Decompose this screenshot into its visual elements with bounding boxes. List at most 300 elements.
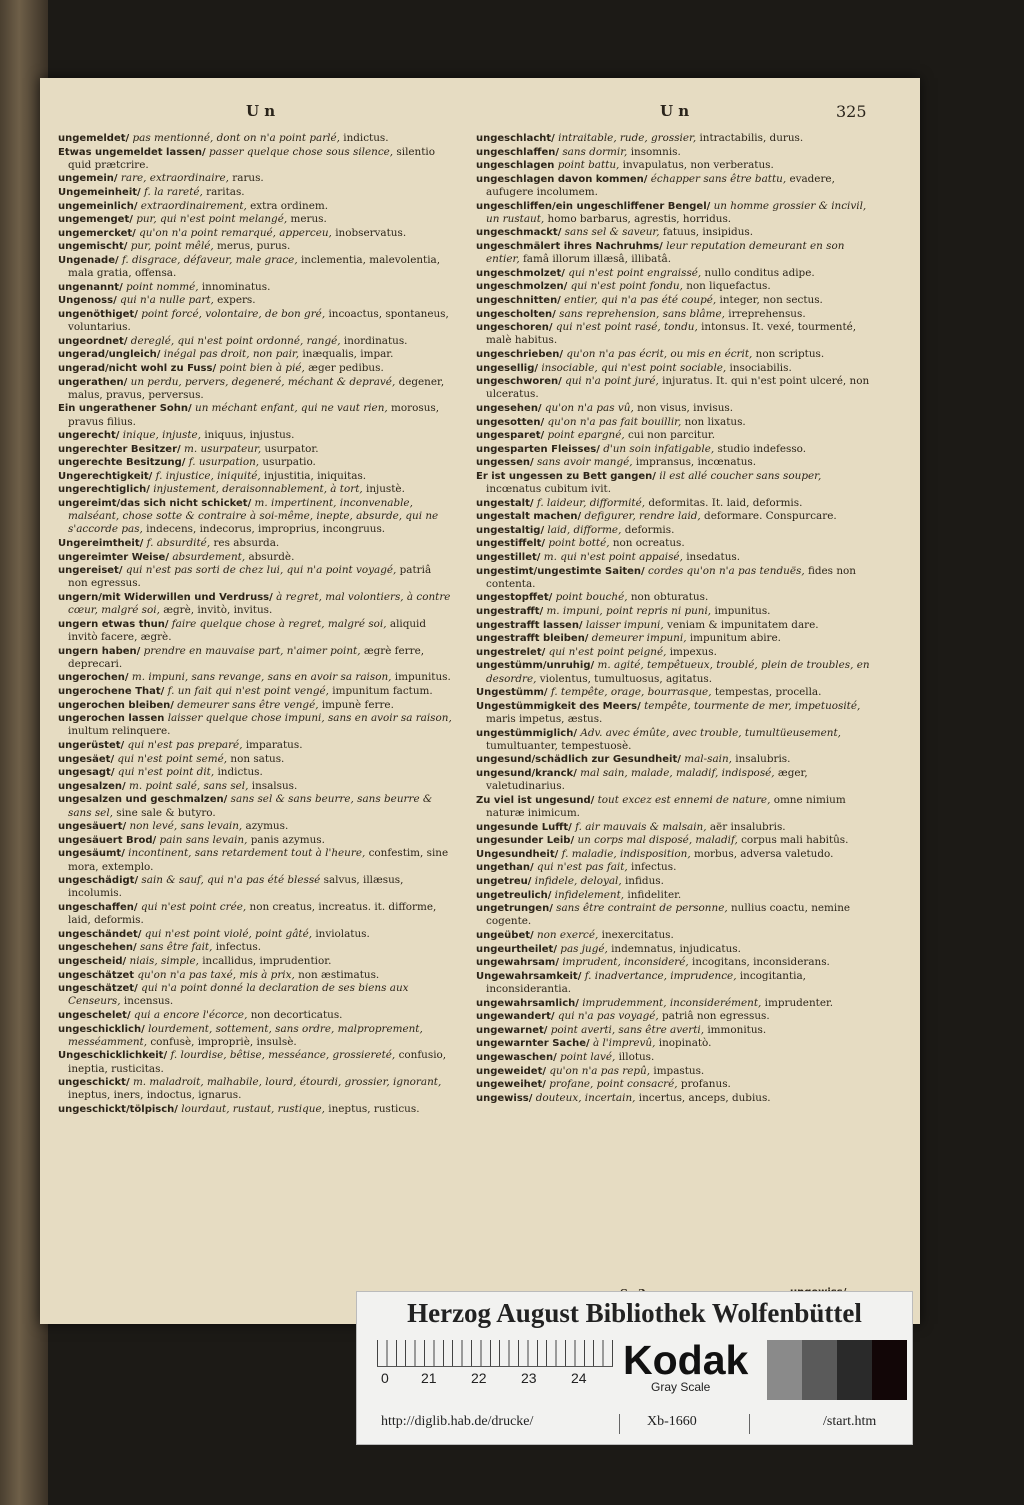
headword: ungenöthiget/ — [58, 308, 138, 320]
french-gloss: passer quelque chose sous silence, — [209, 145, 394, 158]
headword: ungewahrsam/ — [476, 957, 559, 969]
dictionary-entry — [58, 969, 453, 982]
dictionary-entry — [476, 848, 871, 861]
headword: Ungestümm/ — [476, 687, 548, 699]
french-gloss: douteux, incertain, — [535, 1091, 636, 1104]
headword: ungesäuert/ — [58, 821, 127, 833]
headword: Ein ungerathener Sohn/ — [58, 403, 192, 415]
dictionary-entry — [476, 753, 871, 766]
french-gloss: infidelement, — [554, 888, 625, 901]
dictionary-entry — [58, 200, 453, 213]
french-gloss: sans sel & sans beurre, sans beurre & sans sel, — [68, 793, 433, 819]
headword: ungestalt/ — [476, 497, 534, 509]
french-gloss: qui n'est point dit, — [117, 766, 215, 779]
latin-gloss: ineptus, iners, indoctus, ignarus. — [68, 1089, 242, 1102]
headword: ungeschickt/tölpisch/ — [58, 1103, 178, 1115]
latin-gloss: infectus. — [215, 941, 262, 954]
latin-gloss: maris impetus, æstus. — [486, 713, 603, 726]
dictionary-entry — [58, 470, 453, 483]
latin-gloss: impastus. — [653, 1064, 705, 1077]
dictionary-entry — [476, 537, 871, 550]
french-gloss: niais, simple, — [129, 954, 199, 967]
french-gloss: Adv. avec émûte, avec trouble, tumultüeusement, — [580, 726, 841, 739]
dictionary-entry — [58, 1076, 453, 1102]
latin-gloss: infideliter. — [627, 888, 682, 901]
dictionary-entry — [476, 929, 871, 942]
latin-gloss: impunitum factum. — [332, 685, 433, 698]
latin-gloss: non visus, invisus. — [637, 401, 734, 414]
dictionary-entry — [58, 793, 453, 819]
dictionary-entry — [476, 875, 871, 888]
headword: ungeübet/ — [476, 929, 534, 941]
dictionary-entry — [58, 685, 453, 698]
dictionary-entry — [476, 956, 871, 969]
latin-gloss: non æstimatus. — [298, 968, 380, 981]
ruler-number: 22 — [471, 1370, 487, 1386]
library-title: Herzog August Bibliothek Wolfenbüttel — [407, 1298, 862, 1328]
latin-gloss: absurdè. — [248, 550, 295, 563]
latin-gloss: insalubris. — [735, 753, 791, 766]
french-gloss: échapper sans être battu, — [650, 172, 787, 185]
french-gloss: qu'on n'a pas repû, — [549, 1064, 651, 1077]
headword: ungestopffet/ — [476, 592, 553, 604]
headword: ungesehen/ — [476, 402, 542, 414]
french-gloss: pas mentionné, dont on n'a point parlé, — [132, 132, 340, 144]
french-gloss: f. maladie, indisposition, — [561, 847, 691, 860]
dictionary-entry — [58, 227, 453, 240]
french-gloss: d'un soin infatigable, — [603, 442, 715, 455]
latin-gloss: panis azymus. — [250, 833, 325, 846]
latin-gloss: imparatus. — [245, 739, 303, 752]
left-running-head: U n — [246, 102, 276, 120]
headword: ungerüstet/ — [58, 740, 125, 752]
dictionary-entry — [476, 943, 871, 956]
latin-gloss: tumultuanter, tempestuosè. — [486, 739, 632, 752]
headword: ungestümm/unruhig/ — [476, 660, 595, 672]
headword: ungestaltig/ — [476, 524, 545, 536]
french-gloss: qui n'a nulle part, — [120, 294, 214, 307]
headword: Ungewahrsamkeit/ — [476, 970, 582, 982]
latin-gloss: non lixatus. — [684, 415, 746, 428]
headword: ungerechtiglich/ — [58, 484, 150, 496]
headword: ungeschworen/ — [476, 376, 562, 388]
dictionary-entry — [476, 1024, 871, 1037]
headword: ungerad/nicht wohl zu Fuss/ — [58, 362, 217, 374]
gray-patch — [802, 1340, 837, 1400]
french-gloss: m. qui n'est point appaisé, — [543, 551, 683, 564]
headword: Ungemeinheit/ — [58, 186, 141, 198]
latin-gloss: illotus. — [618, 1050, 655, 1063]
headword: ungerochen bleiben/ — [58, 699, 174, 711]
french-gloss: tempête, tourmente de mer, impetuosité, — [644, 699, 861, 712]
latin-gloss: intonsus. It. vexé, tourmenté, malè habitus. — [486, 321, 857, 347]
french-gloss: demeurer sans être vengé, — [177, 698, 319, 711]
latin-gloss: fides non contenta. — [486, 564, 856, 590]
latin-gloss: insomnis. — [630, 145, 681, 158]
latin-gloss: merus, purus. — [217, 240, 291, 253]
latin-gloss: omne nimium naturæ inimicum. — [486, 793, 846, 819]
french-gloss: absurdement, — [172, 550, 246, 563]
dictionary-entry — [58, 1103, 453, 1116]
french-gloss: f. la rareté, — [144, 185, 203, 198]
dictionary-entry — [58, 132, 453, 145]
latin-gloss: integer, non sectus. — [719, 293, 823, 306]
french-gloss: f. absurdité, — [146, 537, 211, 550]
headword: ungeschändet/ — [58, 928, 142, 940]
french-gloss: qui n'est point rasé, tondu, — [555, 321, 698, 334]
headword: ungern haben/ — [58, 645, 141, 657]
french-gloss: m. agité, tempêtueux, troublé, plein de troubles, en desordre, — [486, 659, 870, 685]
dictionary-entry — [476, 646, 871, 659]
french-gloss: m. impuni, point repris ni puni, — [546, 605, 712, 618]
dictionary-entry — [58, 443, 453, 456]
french-gloss: qui n'a point donné la declaration de ses biens aux Censeurs, — [68, 982, 409, 1008]
dictionary-entry — [58, 213, 453, 226]
french-gloss: sans dormir, — [562, 145, 628, 158]
french-gloss: lourdaut, rustaut, rustique, — [181, 1102, 325, 1115]
latin-gloss: inultum relinquere. — [68, 725, 171, 738]
dictionary-entry — [476, 659, 871, 685]
french-gloss: intraitable, rude, grossier, — [558, 132, 697, 144]
french-gloss: lourdement, sottement, sans ordre, malproprement, messéamment, — [68, 1022, 423, 1048]
headword: ungewandert/ — [476, 1011, 555, 1023]
headword: ungewaschen/ — [476, 1051, 557, 1063]
french-gloss: point nommé, — [126, 280, 199, 293]
latin-gloss: merus. — [290, 213, 327, 226]
headword: ungemeldet/ — [58, 133, 130, 144]
latin-gloss: injustè. — [366, 483, 405, 496]
headword: ungeordnet/ — [58, 335, 128, 347]
french-gloss: il est allé coucher sans souper, — [659, 469, 822, 482]
latin-gloss: expers. — [217, 294, 256, 307]
latin-gloss: inopinatò. — [658, 1037, 712, 1050]
latin-gloss: confusio, ineptia, rusticitas. — [68, 1049, 447, 1075]
french-gloss: faire quelque chose à regret, malgré soi, — [171, 617, 387, 630]
dictionary-entry — [476, 727, 871, 753]
dictionary-entry — [58, 172, 453, 185]
latin-gloss: insedatus. — [686, 551, 741, 564]
latin-gloss: studio indefesso. — [717, 442, 807, 455]
headword: ungeschliffen/ein ungeschliffener Bengel/ — [476, 200, 711, 212]
dictionary-entry — [58, 551, 453, 564]
ruler-number: 23 — [521, 1370, 537, 1386]
french-gloss: qui n'est point peigné, — [548, 645, 667, 658]
dictionary-entry — [476, 375, 871, 401]
dictionary-entry — [476, 416, 871, 429]
latin-gloss: inexercitatus. — [601, 928, 674, 941]
latin-gloss: impunè ferre. — [321, 698, 394, 711]
latin-gloss: usurpator. — [264, 442, 319, 455]
headword: Ungesundheit/ — [476, 848, 559, 860]
headword: ungeschicklich/ — [58, 1023, 145, 1035]
gray-patch — [767, 1340, 802, 1400]
french-gloss: qui n'est pas preparé, — [127, 739, 243, 752]
french-gloss: qui n'est point engraissé, — [568, 266, 702, 279]
dictionary-entry — [476, 902, 871, 928]
latin-gloss: famâ illorum illæsâ, illibatâ. — [522, 253, 672, 266]
headword: ungesunder Leib/ — [476, 835, 575, 847]
headword: ungern etwas thun/ — [58, 618, 169, 630]
latin-gloss: injustitia, iniquitas. — [264, 469, 367, 482]
french-gloss: m. impuni, sans revange, sans en avoir sa raison, — [131, 671, 392, 684]
headword: ungesäuert Brod/ — [58, 834, 157, 846]
dictionary-entry — [476, 173, 871, 199]
ruler-number: 21 — [421, 1370, 437, 1386]
latin-gloss: non satus. — [230, 752, 285, 765]
headword: ungewahrsamlich/ — [476, 997, 579, 1009]
latin-gloss: extra ordinem. — [250, 199, 328, 212]
french-gloss: inique, injuste, — [122, 429, 202, 442]
latin-gloss: incallidus, imprudentior. — [202, 954, 332, 967]
headword: ungestillet/ — [476, 552, 541, 564]
latin-gloss: incoactus, spontaneus, voluntarius. — [68, 307, 449, 334]
dictionary-entry — [58, 186, 453, 199]
dictionary-entry — [476, 551, 871, 564]
right-column — [476, 132, 871, 1105]
dictionary-entry — [476, 794, 871, 820]
french-gloss: qui n'a pas voyagé, — [557, 1010, 659, 1023]
french-gloss: imprudemment, inconsiderément, — [582, 996, 762, 1009]
french-gloss: qui n'est point fondu, — [570, 280, 683, 293]
headword: ungereimt/das sich nicht schicket/ — [58, 498, 252, 510]
dictionary-entry — [58, 955, 453, 968]
french-gloss: qui n'est point violé, point gâté, — [144, 927, 313, 940]
headword: ungerechter Besitzer/ — [58, 443, 181, 455]
french-gloss: qu'on n'a pas taxé, mis à prix, — [137, 968, 295, 981]
headword: ungeschmolzen/ — [476, 281, 568, 293]
headword: ungerathen/ — [58, 376, 128, 388]
latin-gloss: iniquus, injustus. — [204, 429, 295, 442]
headword: Zu viel ist ungesund/ — [476, 794, 595, 806]
dictionary-entry — [476, 970, 871, 996]
dictionary-entry — [476, 308, 871, 321]
french-gloss: pas jugé, — [560, 942, 608, 955]
headword: ungesotten/ — [476, 416, 545, 428]
headword: ungeschaffen/ — [58, 901, 138, 913]
headword: ungesunde Lufft/ — [476, 821, 572, 833]
french-gloss: point averti, sans être averti, — [550, 1023, 705, 1036]
latin-gloss: deformare. Conspurcare. — [704, 510, 837, 523]
latin-gloss: æger, valetudinarius. — [486, 767, 808, 793]
headword: Etwas ungemeldet lassen/ — [58, 146, 206, 158]
gray-scale-patches — [767, 1340, 907, 1400]
url-row — [357, 1414, 912, 1438]
french-gloss: sans sel & saveur, — [564, 226, 660, 239]
latin-gloss: infidus. — [624, 874, 664, 887]
headword: ungetreu/ — [476, 875, 532, 887]
latin-gloss: immonitus. — [707, 1023, 767, 1036]
french-gloss: sans reprehension, sans blâme, — [559, 307, 725, 320]
french-gloss: non exercé, — [536, 928, 599, 941]
dictionary-entry — [58, 376, 453, 402]
latin-gloss: imprudenter. — [764, 996, 834, 1009]
latin-gloss: impransus, incœnatus. — [635, 456, 757, 469]
french-gloss: f. un fait qui n'est point vengé, — [167, 685, 329, 698]
dictionary-entry — [58, 348, 453, 361]
dictionary-entry — [476, 146, 871, 159]
headword: ungestiffelt/ — [476, 538, 546, 550]
library-banner — [356, 1291, 913, 1445]
latin-gloss: evadere, aufugere incolumem. — [486, 172, 835, 198]
french-gloss: qui n'a point juré, — [565, 375, 659, 388]
dictionary-entry — [58, 982, 453, 1008]
latin-gloss: ægrè, invitò, invitus. — [163, 604, 273, 617]
headword: ungewarnet/ — [476, 1024, 548, 1036]
headword: ungewiss/ — [476, 1092, 533, 1104]
dictionary-entry — [58, 645, 453, 671]
gray-patch — [837, 1340, 872, 1400]
dictionary-entry — [476, 619, 871, 632]
dictionary-entry — [58, 874, 453, 900]
french-gloss: point bien à pié, — [219, 361, 305, 374]
headword: ungethan/ — [476, 862, 534, 874]
dictionary-entry — [476, 632, 871, 645]
latin-gloss: deformitas. It. laid, deformis. — [648, 496, 803, 509]
headword: ungemischt/ — [58, 241, 128, 253]
dictionary-entry — [476, 889, 871, 902]
latin-gloss: fatuus, insipidus. — [662, 226, 754, 239]
latin-gloss: indecens, indecorus, improprius, incongruus. — [146, 523, 386, 536]
dictionary-entry — [476, 402, 871, 415]
headword: ungeschrieben/ — [476, 348, 564, 360]
french-gloss: qu'on n'a pas vû, — [544, 401, 634, 414]
headword: Ungestümmigkeit des Meers/ — [476, 700, 641, 712]
dictionary-entry — [58, 671, 453, 684]
headword: ungestimt/ungestimte Saiten/ — [476, 565, 645, 577]
latin-gloss: incertus, anceps, dubius. — [638, 1091, 771, 1104]
french-gloss: qui n'est point crée, — [140, 900, 247, 913]
headword: ungestalt machen/ — [476, 511, 582, 523]
headword: ungeschlaffen/ — [476, 146, 560, 158]
dictionary-entry — [476, 605, 871, 618]
french-gloss: inégal pas droit, non pair, — [163, 348, 300, 361]
french-gloss: qu'on n'a point remarqué, apperceu, — [139, 226, 332, 239]
dictionary-entry — [476, 132, 871, 145]
latin-gloss: non scriptus. — [755, 347, 825, 360]
dictionary-entry — [476, 240, 871, 266]
latin-gloss: insalsus. — [251, 779, 298, 792]
french-gloss: sans être fait, — [139, 941, 213, 954]
latin-gloss: intractabilis, durus. — [699, 132, 804, 144]
latin-gloss: nullo conditus adipe. — [704, 266, 815, 279]
headword: ungerochen lassen — [58, 713, 165, 725]
french-gloss: leur reputation demeurant en son entier, — [486, 239, 845, 266]
dictionary-entry — [476, 510, 871, 523]
latin-gloss: non liquefactus. — [686, 280, 771, 293]
headword: ungerecht/ — [58, 430, 120, 442]
dictionary-entry — [58, 362, 453, 375]
latin-gloss: aër insalubris. — [709, 820, 786, 833]
latin-gloss: non creatus, increatus. it. difforme, laid, deformis. — [68, 900, 437, 927]
latin-gloss: patriâ non egressus. — [68, 564, 432, 590]
headword: ungesagt/ — [58, 767, 115, 779]
dictionary-entry — [476, 834, 871, 847]
headword: ungeschmolzet/ — [476, 267, 565, 279]
left-column — [58, 132, 453, 1117]
headword: ungesellig/ — [476, 362, 539, 374]
dictionary-entry — [58, 456, 453, 469]
french-gloss: profane, point consacré, — [549, 1078, 678, 1091]
dictionary-entry — [58, 780, 453, 793]
headword: ungereimter Weise/ — [58, 551, 169, 563]
dictionary-entry — [58, 294, 453, 307]
headword: ungerochen/ — [58, 672, 129, 684]
headword: ungerad/ungleich/ — [58, 349, 161, 361]
headword: ungemein/ — [58, 173, 118, 185]
latin-gloss: inordinatus. — [343, 334, 408, 347]
headword: ungestrafft bleiben/ — [476, 633, 589, 645]
headword: ungetreulich/ — [476, 889, 552, 901]
headword: ungesund/kranck/ — [476, 768, 577, 779]
dictionary-entry — [476, 470, 871, 496]
french-gloss: imprudent, inconsideré, — [562, 956, 689, 969]
latin-gloss: non decorticatus. — [250, 1008, 343, 1021]
french-gloss: à regret, mal volontiers, à contre cœur, malgré soi, — [68, 591, 451, 617]
dictionary-entry — [58, 497, 453, 537]
dictionary-entry — [476, 524, 871, 537]
headword: ungeschelet/ — [58, 1009, 131, 1021]
french-gloss: un corps mal disposé, maladif, — [577, 834, 738, 847]
headword: ungern/mit Widerwillen und Verdruss/ — [58, 592, 273, 604]
headword: ungeweidet/ — [476, 1065, 546, 1077]
dictionary-entry — [476, 267, 871, 280]
headword: Ungerechtigkeit/ — [58, 470, 153, 482]
latin-gloss: confusè, impropriè, insulsè. — [150, 1035, 297, 1048]
latin-gloss: raritas. — [206, 185, 245, 198]
french-gloss: prendre en mauvaise part, n'aimer point, — [143, 644, 361, 657]
dictionary-entry — [476, 200, 871, 226]
dictionary-entry — [476, 1065, 871, 1078]
headword: ungeschädigt/ — [58, 875, 139, 887]
latin-gloss: inobservatus. — [335, 226, 407, 239]
french-gloss: rare, extraordinaire, — [120, 172, 229, 185]
french-gloss: m. point salé, sans sel, — [129, 779, 249, 792]
gray-scale-label: Gray Scale — [651, 1380, 711, 1394]
latin-gloss: indictus. — [343, 132, 389, 144]
latin-gloss: tempestas, procella. — [714, 686, 822, 699]
french-gloss: defigurer, rendre laid, — [584, 510, 701, 523]
french-gloss: insociable, qui n'est point sociable, — [541, 361, 727, 374]
latin-gloss: nullius coactu, nemine cogente. — [486, 902, 851, 928]
ruler-number: 0 — [381, 1370, 389, 1386]
latin-gloss: injuratus. It. qui n'est point ulceré, non ulceratus. — [486, 375, 870, 401]
dictionary-entry — [476, 443, 871, 456]
latin-gloss: profanus. — [680, 1078, 731, 1091]
french-gloss: sans avoir mangé, — [536, 456, 633, 469]
latin-gloss: salvus, illæsus, incolumis. — [68, 874, 404, 900]
headword: ungemeinlich/ — [58, 200, 138, 212]
dictionary-entry — [58, 901, 453, 927]
headword: ungeurtheilet/ — [476, 943, 557, 955]
latin-gloss: impunitus. — [714, 605, 771, 618]
french-gloss: sain & sauf, qui n'a pas été blessé — [141, 874, 321, 887]
latin-gloss: ineptus, rusticus. — [328, 1102, 420, 1115]
headword: ungeschehen/ — [58, 942, 137, 954]
dictionary-entry — [58, 591, 453, 617]
headword: ungeschmälert ihres Nachruhms/ — [476, 240, 663, 252]
latin-gloss: incogitans, inconsiderans. — [692, 956, 830, 969]
dictionary-entry — [58, 820, 453, 833]
dictionary-entry — [476, 686, 871, 699]
french-gloss: qui n'est pas fait, — [536, 861, 628, 874]
headword: ungesalzen/ — [58, 780, 126, 792]
dictionary-entry — [476, 1051, 871, 1064]
page-number: 325 — [836, 102, 867, 121]
latin-gloss: morosus, pravus filius. — [68, 402, 440, 428]
headword: ungeschickt/ — [58, 1077, 130, 1089]
latin-gloss: infectus. — [631, 861, 677, 874]
french-gloss: à l'imprevû, — [592, 1037, 656, 1050]
